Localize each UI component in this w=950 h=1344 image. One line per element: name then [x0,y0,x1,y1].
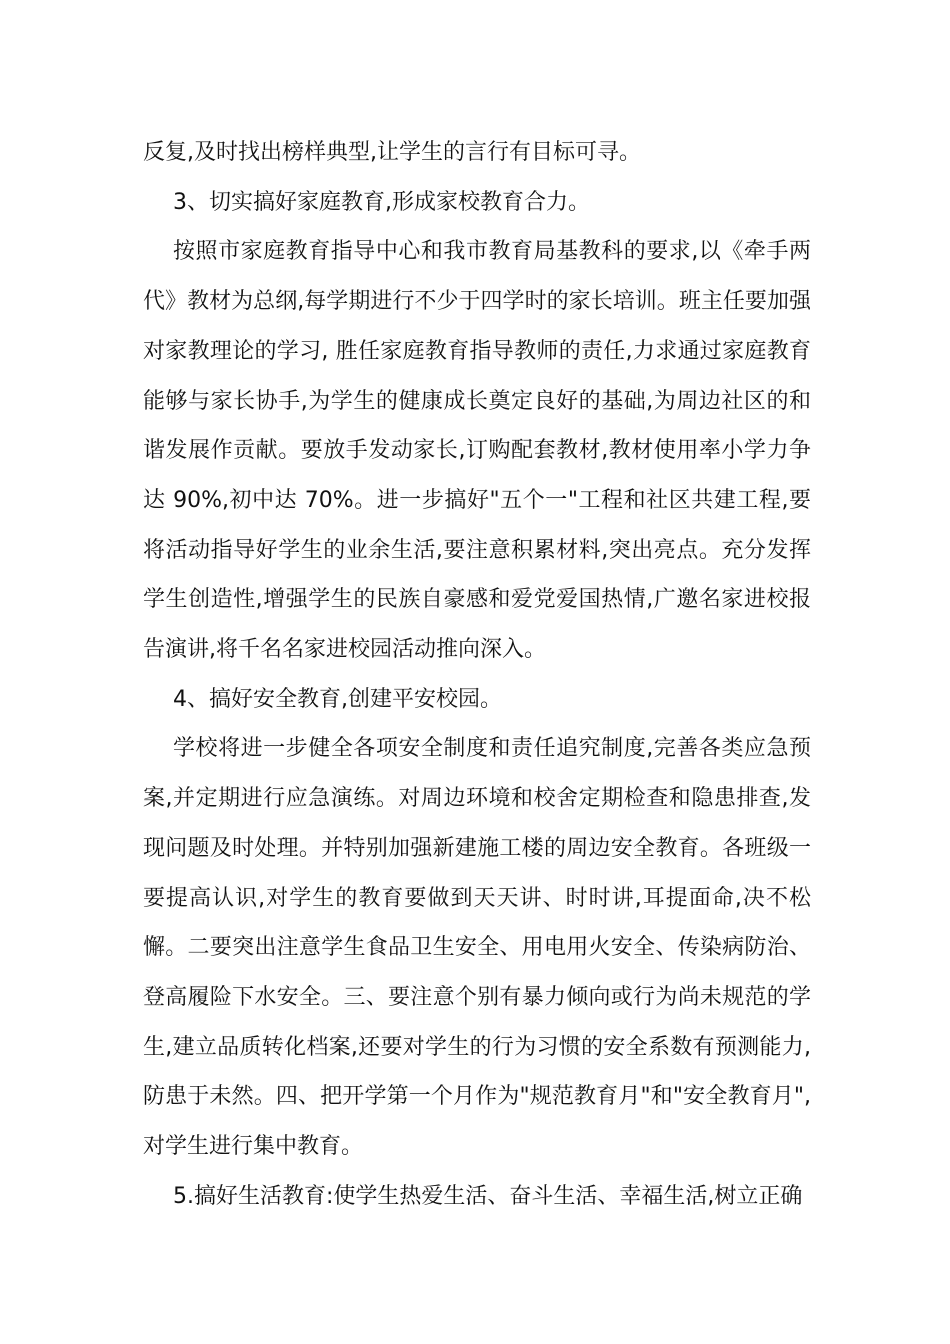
paragraph-safety-education: 学校将进一步健全各项安全制度和责任追究制度,完善各类应急预案,并定期进行应急演练。对周边环境和校舍定期检查和隐患排查,发现问题及时处理。并特别加强新建施工楼的周边安全教育。各班级一要提高认识,对学生的教育要做到天天讲、时时讲,耳提面命,决不松懈。二要突出注意学生食品卫生安全、用电用火安全、传染病防治、登高履险下水安全。三、要注意个别有暴力倾向或行为尚未规范的学生,建立品质转化档案,还要对学生的行为习惯的安全系数有预测能力, 防患于未然。四、把开学第一个月作为"规范教育月"和"安全教育月",对学生进行集中教育。 [143,736,811,1160]
document-body [143,128,811,1221]
section-heading-3: 3、切实搞好家庭教育,形成家校教育合力。 [173,189,590,215]
paragraph-family-education: 按照市家庭教育指导中心和我市教育局基教科的要求,以《牵手两代》教材为总纲,每学期进行不少于四学时的家长培训。班主任要加强对家教理论的学习, 胜任家庭教育指导教师的责任,力求通过家庭教育能够与家长协手,为学生的健康成长奠定良好的基础,为周边社区的和谐发展作贡献。要放手发动家长,订购配套教材,教材使用率小学力争达 90%,初中达 70%。进一步搞好"五个一"工程和社区共建工程,要将活动指导好学生的业余生活,要注意积累材料,突出亮点。充分发挥学生创造性,增强学生的民族自豪感和爱党爱国热情,广邀名家进校报告演讲,将千名名家进校园活动推向深入。 [143,239,811,663]
section-heading-5: 5.搞好生活教育:使学生热爱生活、奋斗生活、幸福生活,树立正确 [173,1183,803,1209]
paragraph-continuation: 反复,及时找出榜样典型,让学生的言行有目标可寻。 [143,140,641,165]
section-heading-4: 4、搞好安全教育,创建平安校园。 [173,686,502,712]
